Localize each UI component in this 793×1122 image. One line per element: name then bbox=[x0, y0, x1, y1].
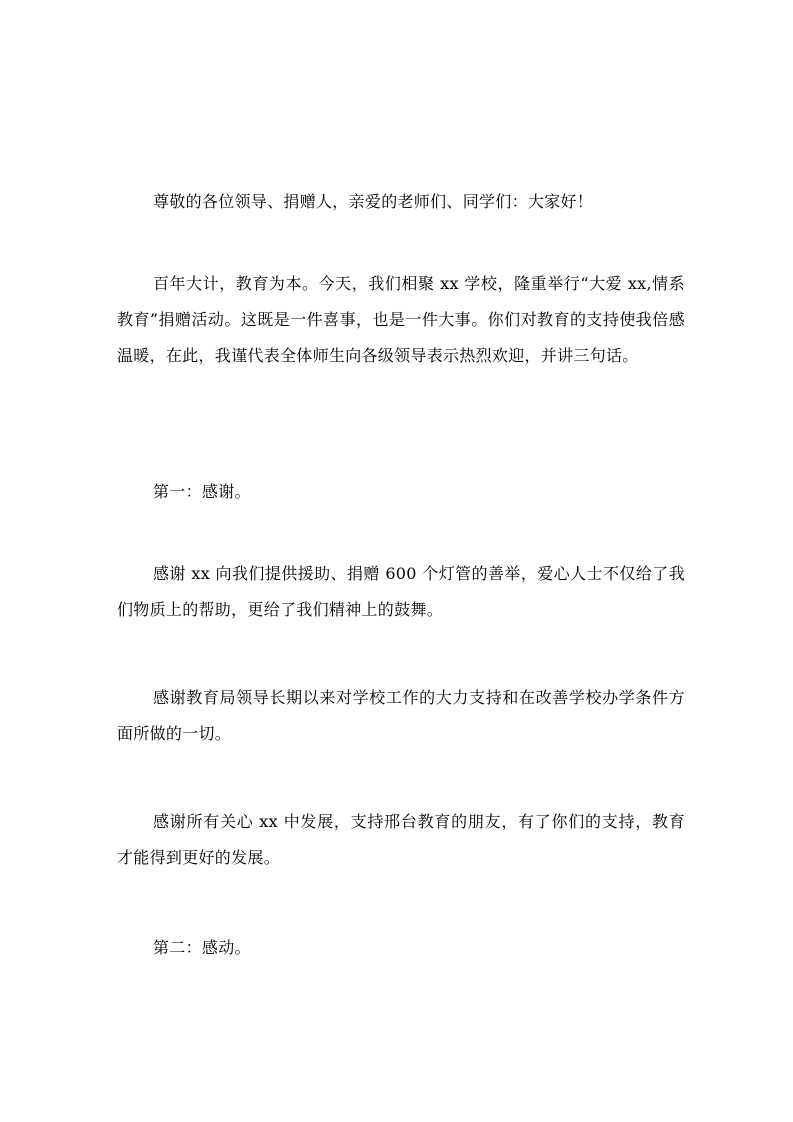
thanks-friends-paragraph: 感谢所有关心 xx 中发展，支持邢台教育的朋友，有了你们的支持，教育才能得到更好的发展。 bbox=[117, 812, 685, 867]
intro-paragraph: 百年大计，教育为本。今天，我们相聚 xx 学校，隆重举行“大爱 xx,情系教育”捐赠活动。这既是一件喜事，也是一件大事。你们对教育的支持使我倍感温暖，在此，我谨代表全体师生向各级领导表示热烈欢迎，并讲三句话。 bbox=[117, 274, 685, 365]
thanks-bureau-paragraph: 感谢教育局领导长期以来对学校工作的大力支持和在改善学校办学条件方面所做的一切。 bbox=[117, 688, 685, 743]
section-heading-thanks: 第一：感谢。 bbox=[153, 482, 251, 501]
thanks-donor-paragraph: 感谢 xx 向我们提供援助、捐赠 600 个灯管的善举，爱心人士不仅给了我们物质上的帮助，更给了我们精神上的鼓舞。 bbox=[117, 564, 685, 619]
greeting-paragraph: 尊敬的各位领导、捐赠人，亲爱的老师们、同学们：大家好！ bbox=[153, 192, 594, 211]
section-heading-moved: 第二：感动。 bbox=[153, 938, 251, 957]
